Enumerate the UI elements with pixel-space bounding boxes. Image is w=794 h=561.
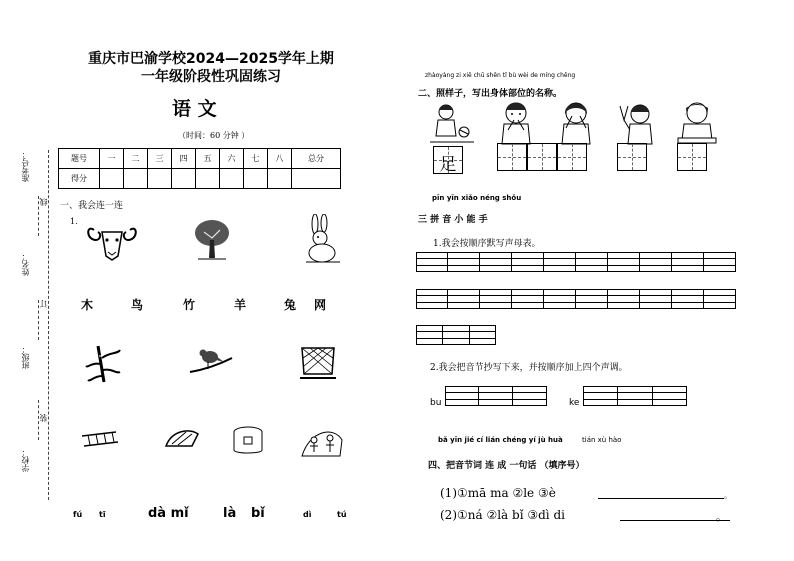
writing-grid-dividers-2 bbox=[416, 289, 736, 309]
pinyin-ti: tī bbox=[99, 510, 106, 519]
q2-title: 二、照样子，写出身体部位的名称。 bbox=[418, 89, 563, 99]
wax-crayon-jar-icon bbox=[228, 424, 268, 456]
score-header-cell: 五 bbox=[196, 149, 220, 169]
margin-label-exam-number: 准考号： bbox=[21, 150, 30, 182]
writing-grid-dividers-1 bbox=[416, 252, 736, 272]
q3-2-instruction: 2.我会把音节抄写下来，并按顺序加上四个声调。 bbox=[430, 363, 628, 373]
school-title: 重庆市巴渝学校2024—2025学年上期 bbox=[88, 51, 334, 67]
answer-box[interactable] bbox=[557, 143, 587, 171]
score-header-cell: 八 bbox=[268, 149, 292, 169]
char-wood: 木 bbox=[81, 298, 94, 312]
score-cell[interactable] bbox=[292, 169, 341, 189]
score-header-cell: 三 bbox=[148, 149, 172, 169]
time-limit: （时间：60 分钟 ） bbox=[178, 131, 250, 140]
score-cell[interactable] bbox=[124, 169, 148, 189]
score-cell[interactable] bbox=[196, 169, 220, 189]
score-cell[interactable] bbox=[148, 169, 172, 189]
example-char: 足 bbox=[439, 155, 457, 175]
answer-box[interactable] bbox=[617, 143, 647, 171]
margin-mark-zhuang: 装 bbox=[39, 414, 48, 422]
kid-ear-icon bbox=[674, 100, 720, 146]
pinyin-la: là bbox=[223, 506, 237, 521]
score-header-cell: 总分 bbox=[292, 149, 341, 169]
margin-mark-xian: 线 bbox=[39, 198, 48, 206]
score-cell[interactable] bbox=[172, 169, 196, 189]
score-table-header-row bbox=[59, 149, 341, 169]
q4-pinyin-a: bǎ yīn jié cí lián chéng yí jù huà bbox=[438, 436, 563, 444]
score-header-cell: 二 bbox=[124, 149, 148, 169]
score-table-score-row bbox=[59, 169, 341, 189]
char-bamboo: 竹 bbox=[183, 298, 196, 312]
char-rabbit: 兔 bbox=[284, 298, 297, 312]
ladder-icon bbox=[80, 428, 120, 452]
tree-icon bbox=[192, 218, 232, 262]
margin-mark-ding: 订 bbox=[39, 300, 48, 308]
subject-title: 语 文 bbox=[172, 98, 217, 120]
pinyin-bi: bǐ bbox=[251, 506, 265, 521]
kids-playing-icon bbox=[300, 420, 344, 460]
answer-box[interactable] bbox=[497, 143, 527, 171]
rice-icon bbox=[162, 426, 202, 452]
q4-answer-line-2[interactable] bbox=[620, 520, 730, 521]
ram-head-icon bbox=[84, 218, 140, 262]
q4-line-2: (2)①ná ②là bǐ ③dì di bbox=[440, 508, 565, 522]
q4-end-1: 。 bbox=[724, 491, 732, 500]
label-bu: bu bbox=[430, 398, 442, 408]
margin-label-school: 学校： bbox=[21, 448, 30, 472]
fishing-net-icon bbox=[298, 342, 338, 382]
kid-eye-icon bbox=[554, 100, 598, 146]
q3-pinyin: pīn yīn xiǎo néng shǒu bbox=[432, 194, 522, 202]
writing-grid-dividers-3 bbox=[416, 325, 496, 345]
pinyin-di: dì bbox=[303, 510, 312, 519]
tone-grid-ke-dividers bbox=[583, 386, 687, 406]
score-header-cell: 六 bbox=[220, 149, 244, 169]
score-header-cell: 七 bbox=[244, 149, 268, 169]
pinyin-tu: tú bbox=[337, 510, 347, 519]
answer-box[interactable] bbox=[677, 143, 707, 171]
q4-title: 四、把音节词 连 成 一句话 （填序号） bbox=[428, 461, 585, 471]
kid-hand-icon bbox=[614, 100, 658, 146]
char-sheep: 羊 bbox=[234, 298, 247, 312]
answer-box[interactable] bbox=[527, 143, 557, 171]
q4-answer-line-1[interactable] bbox=[598, 498, 724, 499]
margin-label-name: 姓名： bbox=[21, 252, 30, 276]
bamboo-icon bbox=[84, 344, 124, 384]
q4-pinyin-b: tián xù hào bbox=[582, 436, 622, 444]
score-header-cell: 题号 bbox=[59, 149, 100, 169]
score-cell[interactable] bbox=[100, 169, 124, 189]
score-cell[interactable] bbox=[268, 169, 292, 189]
q2-pinyin: zhàoyàng zi xiě chū shēn tǐ bù wèi de míng chēng bbox=[425, 72, 576, 79]
label-ke: ke bbox=[569, 398, 580, 408]
pinyin-dami: dà mǐ bbox=[148, 506, 189, 521]
char-net: 网 bbox=[314, 298, 327, 312]
margin-label-class: 班级： bbox=[21, 345, 30, 369]
score-header-cell: 四 bbox=[172, 149, 196, 169]
q3-1-instruction: 1.我会按顺序默写声母表。 bbox=[433, 239, 541, 249]
score-row-label: 得分 bbox=[59, 169, 100, 189]
q4-line-1: (1)①mā ma ②le ③è bbox=[440, 486, 556, 500]
rabbit-icon bbox=[300, 214, 344, 264]
tone-grid-bu-dividers bbox=[445, 386, 547, 406]
kid-mouth-icon bbox=[494, 100, 538, 146]
score-header-cell: 一 bbox=[100, 149, 124, 169]
kid-foot-icon bbox=[428, 102, 476, 146]
bird-on-branch-icon bbox=[188, 344, 234, 380]
grade-title: 一年级阶段性巩固练习 bbox=[141, 69, 281, 85]
score-cell[interactable] bbox=[220, 169, 244, 189]
score-table bbox=[58, 148, 341, 189]
example-char-box bbox=[433, 146, 463, 174]
item-number: 1． bbox=[70, 217, 84, 226]
char-bird: 鸟 bbox=[131, 298, 144, 312]
pinyin-fu: fú bbox=[73, 510, 83, 519]
section-1-title: 一、我会连一连 bbox=[60, 201, 124, 211]
q3-title: 三 拼 音 小 能 手 bbox=[418, 215, 488, 225]
score-cell[interactable] bbox=[244, 169, 268, 189]
q4-end-2: 。 bbox=[716, 510, 727, 523]
